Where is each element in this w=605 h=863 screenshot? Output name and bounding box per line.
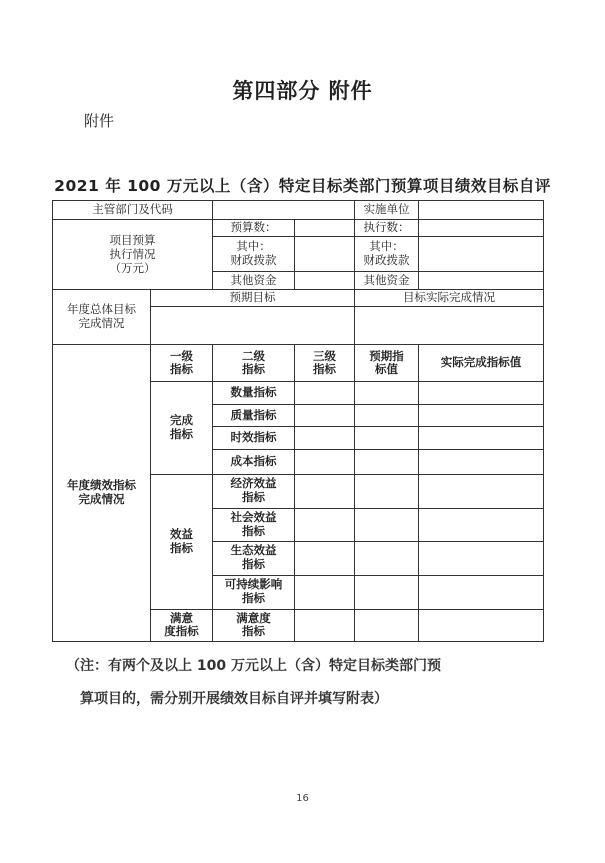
level2-header-line: 二级 [242, 348, 265, 363]
expected-value-cell [355, 427, 419, 449]
fiscal-left-line: 其中： [236, 239, 271, 254]
actual-value-cell [419, 474, 544, 508]
level2-header [213, 345, 295, 382]
actual-value-cell [419, 382, 544, 405]
ecological-benefit-line: 生态效益 [230, 543, 277, 558]
expected-goal-header: 预期目标 [151, 290, 355, 307]
table-title: 2021 年 100 万元以上（含）特定目标类部门预算项目绩效目标自评 [54, 177, 551, 195]
social-benefit-indicator [213, 508, 295, 541]
level3-cell [295, 609, 355, 641]
actual-value-cell [419, 449, 544, 474]
expected-value-cell [355, 508, 419, 541]
expected-value-cell [355, 474, 419, 508]
actual-value-cell [419, 427, 544, 449]
other-funds-left-label: 其他资金 [213, 272, 295, 290]
level3-header-line: 指标 [313, 362, 336, 377]
fiscal-right-line: 财政拨款 [363, 253, 410, 268]
level3-cell [295, 449, 355, 474]
actual-value-cell [419, 609, 544, 641]
expected-goal-value [151, 307, 355, 345]
actual-value-cell [419, 405, 544, 427]
budget-label-line: 执行情况 [109, 246, 156, 261]
level3-header-line: 三级 [313, 348, 336, 363]
annual-goal-line: 年度总体目标 [67, 302, 136, 317]
budget-exec-label [53, 220, 213, 290]
quality-indicator: 质量指标 [213, 405, 295, 427]
footnote-line-1: （注：有两个及以上 100 万元以上（含）特定目标类部门预 [66, 658, 441, 674]
budget-label-line: （万元） [109, 260, 156, 275]
exec-count-label: 执行数： [355, 220, 419, 237]
level2-header-line: 指标 [242, 362, 265, 377]
indicator-section-line: 年度绩效指标 [67, 478, 136, 493]
level1-header-line: 指标 [170, 362, 193, 377]
level3-cell [295, 405, 355, 427]
performance-evaluation-table [52, 200, 544, 642]
dept-code-label: 主管部门及代码 [53, 201, 213, 220]
page-number: 16 [296, 793, 309, 804]
expected-value-cell [355, 541, 419, 575]
completion-label-line: 完成 [170, 413, 193, 428]
cost-indicator: 成本指标 [213, 449, 295, 474]
social-benefit-line: 指标 [242, 523, 265, 538]
footnote [66, 650, 536, 716]
budget-label-line: 项目预算 [109, 232, 156, 247]
expected-value-cell [355, 575, 419, 609]
actual-value-header: 实际完成指标值 [419, 345, 544, 382]
fiscal-right-value [419, 237, 544, 272]
actual-value-cell [419, 508, 544, 541]
level3-cell [295, 427, 355, 449]
impl-unit-value [419, 201, 544, 220]
page-title: 第四部分 附件 [232, 79, 373, 103]
expected-value-cell [355, 382, 419, 405]
sustainability-line: 可持续影响 [224, 577, 283, 592]
expected-value-cell [355, 449, 419, 474]
completion-label-line: 指标 [170, 426, 193, 441]
fiscal-right-label [355, 237, 419, 272]
expected-value-cell [355, 609, 419, 641]
exec-count-value [419, 220, 544, 237]
fiscal-left-value [295, 237, 355, 272]
fiscal-left-line: 财政拨款 [230, 253, 277, 268]
sustainability-indicator [213, 575, 295, 609]
indicator-section-line: 完成情况 [78, 492, 125, 507]
satisfaction-label-line: 度指标 [164, 624, 199, 639]
annual-goal-label [53, 290, 151, 345]
budget-count-label: 预算数： [213, 220, 295, 237]
satisfaction-label-line: 满意 [170, 610, 193, 625]
expected-value-header [355, 345, 419, 382]
satisfaction-line: 满意度 [236, 610, 271, 625]
social-benefit-line: 社会效益 [230, 509, 277, 524]
expected-value-header-line: 预期指 [369, 348, 404, 363]
actual-goal-header: 目标实际完成情况 [355, 290, 544, 307]
completion-indicator-label [151, 382, 213, 474]
expected-value-header-line: 标值 [375, 362, 398, 377]
level3-header [295, 345, 355, 382]
economic-benefit-line: 指标 [242, 490, 265, 505]
timeliness-indicator: 时效指标 [213, 427, 295, 449]
economic-benefit-line: 经济效益 [230, 476, 277, 491]
actual-value-cell [419, 575, 544, 609]
level3-cell [295, 382, 355, 405]
level3-cell [295, 508, 355, 541]
benefit-indicator-label [151, 474, 213, 609]
satisfaction-indicator-label [151, 609, 213, 641]
fiscal-right-line: 其中： [369, 239, 404, 254]
actual-value-cell [419, 541, 544, 575]
satisfaction-line: 指标 [242, 624, 265, 639]
other-funds-right-value [419, 272, 544, 290]
ecological-benefit-line: 指标 [242, 557, 265, 572]
benefit-label-line: 指标 [170, 540, 193, 555]
impl-unit-label: 实施单位 [355, 201, 419, 220]
actual-goal-value [355, 307, 544, 345]
indicator-section-label [53, 345, 151, 642]
footnote-line-2: 算项目的，需分别开展绩效目标自评并填写附表） [80, 691, 388, 707]
expected-value-cell [355, 405, 419, 427]
level3-cell [295, 575, 355, 609]
quantity-indicator: 数量指标 [213, 382, 295, 405]
other-funds-right-label: 其他资金 [355, 272, 419, 290]
level3-cell [295, 474, 355, 508]
fiscal-left-label [213, 237, 295, 272]
budget-count-value [295, 220, 355, 237]
economic-benefit-indicator [213, 474, 295, 508]
annual-goal-line: 完成情况 [78, 316, 125, 331]
sustainability-line: 指标 [242, 591, 265, 606]
other-funds-left-value [295, 272, 355, 290]
level1-header [151, 345, 213, 382]
dept-code-value [213, 201, 355, 220]
attachment-label: 附件 [84, 112, 115, 130]
satisfaction-indicator [213, 609, 295, 641]
ecological-benefit-indicator [213, 541, 295, 575]
level3-cell [295, 541, 355, 575]
level1-header-line: 一级 [170, 348, 193, 363]
benefit-label-line: 效益 [170, 526, 193, 541]
